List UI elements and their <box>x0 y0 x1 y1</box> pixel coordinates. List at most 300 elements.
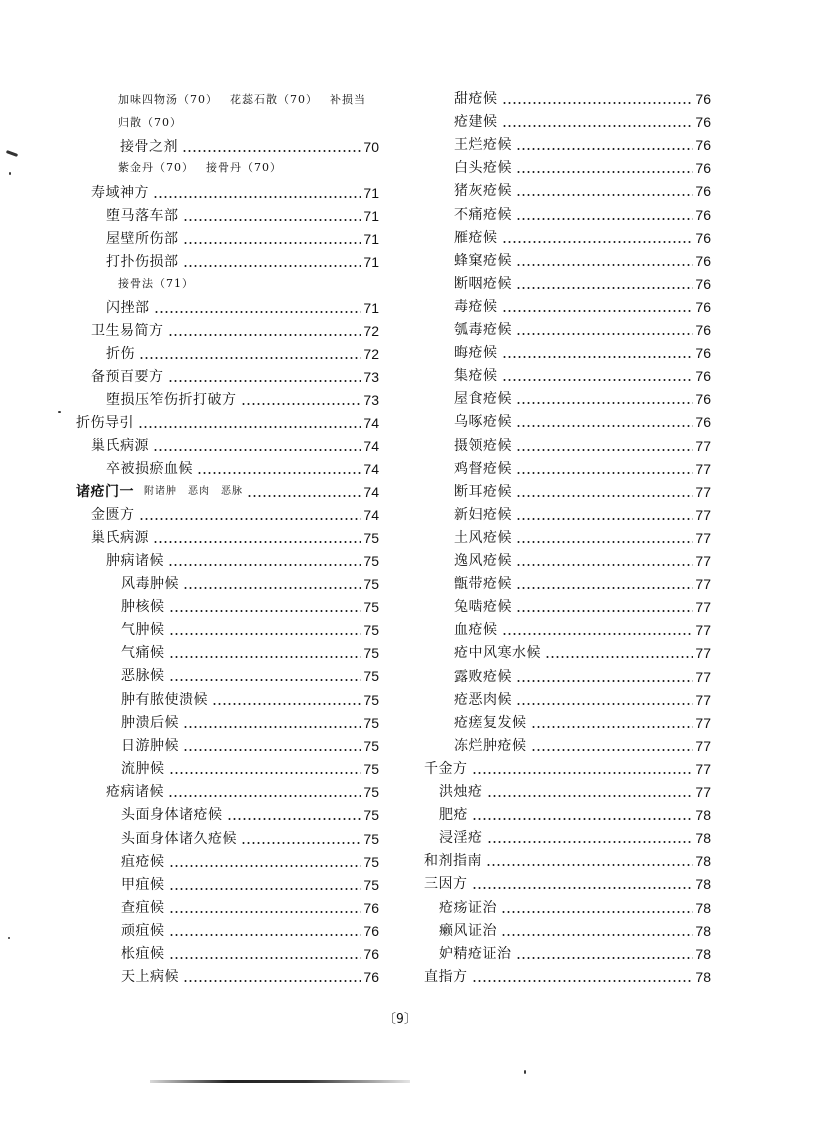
toc-entry-page: 77 <box>695 784 711 800</box>
scan-speck <box>524 1070 526 1074</box>
dot-leader <box>516 703 693 705</box>
dot-leader <box>472 887 694 889</box>
toc-entry-title: 不痛疮候 <box>454 207 512 223</box>
toc-entry-page: 75 <box>363 599 379 615</box>
scan-artifact-line <box>150 1080 410 1083</box>
dot-leader <box>531 749 694 751</box>
toc-entry-page: 77 <box>695 438 711 454</box>
toc-entry-title: 断咽疮候 <box>454 276 512 292</box>
dot-leader <box>183 265 362 267</box>
dot-leader <box>516 449 693 451</box>
dot-leader <box>516 587 693 589</box>
toc-entry[interactable] <box>106 252 379 272</box>
dot-leader <box>516 564 693 566</box>
toc-entry-title: 白头疮候 <box>454 160 512 176</box>
toc-entry-page: 75 <box>363 761 379 777</box>
toc-entry-page: 77 <box>695 507 711 523</box>
toc-entry-title: 堕损压笮伤折打破方 <box>106 392 237 408</box>
toc-entry-page: 75 <box>363 807 379 823</box>
toc-entry[interactable] <box>454 643 711 663</box>
dot-leader <box>169 772 362 774</box>
dot-leader <box>516 957 694 959</box>
toc-entry[interactable] <box>121 690 379 710</box>
dot-leader <box>154 311 362 313</box>
toc-entry[interactable] <box>454 389 711 409</box>
dot-leader <box>516 287 693 289</box>
toc-entry-title: 癞风证治 <box>439 923 497 939</box>
toc-entry[interactable] <box>106 229 379 249</box>
toc-entry-page: 73 <box>363 369 379 385</box>
dot-leader <box>169 934 362 936</box>
toc-entry-title: 疮病诸候 <box>106 784 164 800</box>
toc-entry[interactable] <box>454 205 711 225</box>
toc-entry-page: 76 <box>695 207 711 223</box>
toc-entry[interactable] <box>454 482 711 502</box>
dot-leader <box>545 656 693 658</box>
dot-leader <box>516 264 693 266</box>
toc-entry-page: 71 <box>363 254 379 270</box>
toc-entry[interactable] <box>121 944 379 964</box>
dot-leader <box>501 934 693 936</box>
toc-entry-title: 疮瘥复发候 <box>454 715 527 731</box>
dot-leader <box>183 587 361 589</box>
dot-leader <box>502 379 694 381</box>
toc-entry-page: 77 <box>695 599 711 615</box>
dot-leader <box>502 633 694 635</box>
toc-entry-page: 71 <box>363 208 379 224</box>
toc-entry-page: 75 <box>363 576 379 592</box>
toc-entry-page: 72 <box>363 323 379 339</box>
toc-entry-page: 78 <box>695 923 711 939</box>
toc-entry-title: 妒精疮证治 <box>439 946 512 962</box>
toc-entry-title: 断耳疮候 <box>454 484 512 500</box>
toc-entry-title: 新妇疮候 <box>454 507 512 523</box>
toc-entry[interactable] <box>106 782 379 802</box>
toc-entry[interactable] <box>121 713 379 733</box>
toc-entry-page: 76 <box>695 114 711 130</box>
toc-entry[interactable] <box>454 366 711 386</box>
dot-leader <box>169 865 362 867</box>
toc-entry[interactable] <box>106 551 379 571</box>
toc-entry[interactable] <box>454 690 711 710</box>
toc-entry-title: 三因方 <box>424 876 468 892</box>
dot-leader <box>502 125 694 127</box>
toc-entry-page: 73 <box>363 392 379 408</box>
dot-leader <box>227 818 362 820</box>
toc-entry-page: 76 <box>695 414 711 430</box>
toc-entry[interactable] <box>454 274 711 294</box>
toc-note-item: 接骨法（71） <box>118 277 194 290</box>
toc-entry-title: 肿有脓使溃候 <box>121 692 208 708</box>
toc-entry-title: 冻烂肿疮候 <box>454 738 527 754</box>
toc-entry-page: 72 <box>363 346 379 362</box>
toc-entry-title: 疮恶肉候 <box>454 692 512 708</box>
toc-entry[interactable] <box>121 875 379 895</box>
toc-entry-page: 74 <box>363 461 379 477</box>
dot-leader <box>139 518 362 520</box>
toc-entry-page: 75 <box>363 715 379 731</box>
dot-leader <box>169 679 362 681</box>
dot-leader <box>487 841 694 843</box>
toc-entry-title: 肥疮 <box>439 807 468 823</box>
dot-leader <box>516 194 693 196</box>
dot-leader <box>183 242 362 244</box>
toc-entry[interactable] <box>121 829 379 849</box>
toc-entry[interactable] <box>454 112 711 132</box>
toc-entry-page: 76 <box>695 345 711 361</box>
toc-entry[interactable] <box>106 459 379 479</box>
dot-leader <box>516 518 693 520</box>
toc-entry[interactable] <box>121 852 379 872</box>
toc-entry[interactable] <box>121 898 379 918</box>
toc-entry-title: 肿核候 <box>121 599 165 615</box>
toc-entry-title: 千金方 <box>424 761 468 777</box>
toc-entry[interactable] <box>106 390 379 410</box>
toc-entry[interactable] <box>121 574 379 594</box>
dot-leader <box>516 171 693 173</box>
dot-leader <box>516 148 693 150</box>
toc-entry-title: 猪灰疮候 <box>454 183 512 199</box>
toc-entry-page: 71 <box>363 231 379 247</box>
toc-entry[interactable] <box>454 597 711 617</box>
toc-entry[interactable] <box>454 551 711 571</box>
toc-note-item: 补损当 <box>330 93 366 106</box>
toc-entry-title: 毒疮候 <box>454 299 498 315</box>
toc-entry-page: 76 <box>695 183 711 199</box>
toc-entry-page: 77 <box>695 530 711 546</box>
toc-entry[interactable] <box>91 528 379 548</box>
toc-entry-title: 蜂窠疮候 <box>454 253 512 269</box>
toc-entry-page: 76 <box>695 322 711 338</box>
dot-leader <box>241 842 361 844</box>
toc-entry-title: 风毒肿候 <box>121 576 179 592</box>
toc-entry-page: 78 <box>695 807 711 823</box>
toc-entry-page: 77 <box>695 645 711 661</box>
toc-entry-title: 屋食疮候 <box>454 391 512 407</box>
toc-entry-page: 74 <box>363 484 379 500</box>
toc-entry-title: 瓠毒疮候 <box>454 322 512 338</box>
toc-entry-page: 71 <box>363 300 379 316</box>
toc-entry-title: 疮中风寒水候 <box>454 645 541 661</box>
toc-entry[interactable] <box>454 181 711 201</box>
toc-entry-title: 诸疮门一 <box>76 484 134 500</box>
toc-note-line <box>118 158 294 178</box>
dot-leader <box>183 726 361 728</box>
toc-entry-page: 77 <box>695 461 711 477</box>
toc-entry[interactable] <box>454 228 711 248</box>
toc-note-line <box>118 113 194 133</box>
dot-leader <box>183 219 362 221</box>
dot-leader <box>247 495 361 497</box>
dot-leader <box>169 633 362 635</box>
toc-entry-title: 备预百要方 <box>91 369 164 385</box>
scan-speck <box>58 411 61 413</box>
toc-entry-page: 75 <box>363 622 379 638</box>
toc-entry-page: 75 <box>363 692 379 708</box>
toc-entry-title: 雁疮候 <box>454 230 498 246</box>
toc-entry[interactable] <box>454 320 711 340</box>
toc-entry[interactable] <box>439 805 711 825</box>
toc-entry-title: 屋壁所伤部 <box>106 231 179 247</box>
dot-leader <box>138 426 361 428</box>
toc-entry-page: 76 <box>363 923 379 939</box>
dot-leader <box>472 980 694 982</box>
dot-leader <box>516 495 693 497</box>
dot-leader <box>502 356 694 358</box>
toc-note-item: 加味四物汤（70） <box>118 93 218 106</box>
toc-entry[interactable] <box>424 874 711 894</box>
toc-entry-title: 露败疮候 <box>454 669 512 685</box>
dot-leader <box>168 380 362 382</box>
toc-entry-title: 卫生易简方 <box>91 323 164 339</box>
toc-entry-page: 77 <box>695 738 711 754</box>
toc-entry-page: 74 <box>363 438 379 454</box>
toc-entry-title: 和剂指南 <box>424 853 482 869</box>
toc-entry[interactable] <box>91 321 379 341</box>
toc-entry[interactable] <box>121 643 379 663</box>
toc-entry[interactable] <box>439 828 711 848</box>
toc-entry-title: 头面身体诸久疮候 <box>121 831 237 847</box>
toc-entry-title: 折伤导引 <box>76 415 134 431</box>
toc-entry-page: 76 <box>695 391 711 407</box>
toc-entry-page: 77 <box>695 576 711 592</box>
dot-leader <box>168 334 362 336</box>
toc-entry-title: 接骨之剂 <box>120 139 178 155</box>
toc-entry-title: 鸡督疮候 <box>454 461 512 477</box>
toc-entry-title: 巢氏病源 <box>91 438 149 454</box>
toc-entry-title: 气肿候 <box>121 622 165 638</box>
toc-entry[interactable] <box>106 344 379 364</box>
toc-entry[interactable] <box>454 297 711 317</box>
toc-entry-page: 76 <box>695 137 711 153</box>
toc-entry[interactable] <box>91 436 379 456</box>
toc-entry-page: 77 <box>695 761 711 777</box>
toc-entry-title: 兔啮疮候 <box>454 599 512 615</box>
dot-leader <box>472 818 693 820</box>
dot-leader <box>168 564 361 566</box>
toc-entry[interactable] <box>454 158 711 178</box>
toc-entry[interactable] <box>106 298 379 318</box>
toc-entry[interactable] <box>121 666 379 686</box>
toc-entry-page: 78 <box>695 876 711 892</box>
dot-leader <box>502 241 694 243</box>
toc-entry-page: 77 <box>695 692 711 708</box>
dot-leader <box>153 449 361 451</box>
toc-entry-title: 打扑伤损部 <box>106 254 179 270</box>
toc-entry-page: 75 <box>363 784 379 800</box>
toc-entry-page: 78 <box>695 900 711 916</box>
toc-entry-page: 77 <box>695 553 711 569</box>
dot-leader <box>169 656 362 658</box>
toc-entry-title: 肿病诸候 <box>106 553 164 569</box>
toc-entry-title: 顽疽候 <box>121 923 165 939</box>
toc-entry-page: 75 <box>363 877 379 893</box>
toc-entry-title: 晦疮候 <box>454 345 498 361</box>
toc-entry-title: 折伤 <box>106 346 135 362</box>
toc-entry[interactable] <box>454 436 711 456</box>
toc-entry-page: 75 <box>363 668 379 684</box>
toc-entry-page: 75 <box>363 645 379 661</box>
toc-entry[interactable] <box>424 851 711 871</box>
toc-entry-title: 乌啄疮候 <box>454 414 512 430</box>
dot-leader <box>168 795 361 797</box>
toc-entry-page: 77 <box>695 715 711 731</box>
toc-entry[interactable] <box>91 183 379 203</box>
toc-entry-page: 76 <box>363 900 379 916</box>
toc-entry-page: 76 <box>363 946 379 962</box>
toc-entry[interactable] <box>454 713 711 733</box>
toc-entry[interactable] <box>121 805 379 825</box>
toc-entry-page: 75 <box>363 530 379 546</box>
scan-speck <box>8 937 10 939</box>
toc-entry-page: 76 <box>695 160 711 176</box>
toc-entry[interactable] <box>439 944 711 964</box>
scan-speck <box>9 172 11 175</box>
toc-entry-page: 74 <box>363 415 379 431</box>
toc-note-item: 归散（70） <box>118 116 182 129</box>
toc-entry-page: 70 <box>363 139 379 155</box>
dot-leader <box>516 680 693 682</box>
toc-entry-title: 金匮方 <box>91 507 135 523</box>
toc-entry-page: 77 <box>695 622 711 638</box>
dot-leader <box>139 357 361 359</box>
toc-entry[interactable] <box>454 574 711 594</box>
toc-entry[interactable] <box>121 759 379 779</box>
toc-entry-title: 王烂疮候 <box>454 137 512 153</box>
toc-entry-page: 75 <box>363 854 379 870</box>
toc-entry[interactable] <box>121 620 379 640</box>
toc-entry-page: 76 <box>695 368 711 384</box>
toc-entry[interactable] <box>439 782 711 802</box>
dot-leader <box>502 310 694 312</box>
dot-leader <box>516 541 693 543</box>
dot-leader <box>516 472 693 474</box>
toc-entry-page: 78 <box>695 830 711 846</box>
toc-note-item: 紫金丹（70） <box>118 161 194 174</box>
toc-entry[interactable] <box>454 736 711 756</box>
toc-entry-page: 71 <box>363 185 379 201</box>
toc-entry[interactable] <box>454 667 711 687</box>
dot-leader <box>486 864 693 866</box>
toc-entry-title: 集疮候 <box>454 368 498 384</box>
toc-entry-title: 流肿候 <box>121 761 165 777</box>
toc-entry-page: 78 <box>695 853 711 869</box>
toc-entry-page: 76 <box>695 91 711 107</box>
toc-entry-title: 卒被损瘀血候 <box>106 461 193 477</box>
toc-entry[interactable] <box>454 528 711 548</box>
toc-entry-page: 77 <box>695 484 711 500</box>
toc-entry[interactable] <box>454 412 711 432</box>
dot-leader <box>169 888 362 890</box>
dot-leader <box>197 472 361 474</box>
toc-entry[interactable] <box>121 921 379 941</box>
toc-entry-title: 逸风疮候 <box>454 553 512 569</box>
toc-entry-title: 疽疮候 <box>121 854 165 870</box>
toc-entry[interactable] <box>454 343 711 363</box>
toc-entry-title: 头面身体诸疮候 <box>121 807 223 823</box>
toc-entry-title: 恶脉候 <box>121 668 165 684</box>
toc-entry[interactable] <box>454 459 711 479</box>
toc-entry[interactable] <box>121 736 379 756</box>
dot-leader <box>487 795 694 797</box>
dot-leader <box>502 102 694 104</box>
toc-entry[interactable] <box>454 505 711 525</box>
toc-entry-title: 摄领疮候 <box>454 438 512 454</box>
toc-entry-title: 气痛候 <box>121 645 165 661</box>
toc-entry-title: 疮建候 <box>454 114 498 130</box>
toc-note-item: 接骨丹（70） <box>206 161 282 174</box>
dot-leader <box>169 957 362 959</box>
toc-entry-page: 75 <box>363 831 379 847</box>
toc-note-line <box>118 274 206 294</box>
toc-entry[interactable] <box>76 482 379 502</box>
toc-entry-subtitle: 附诸肿 恶肉 恶脉 <box>144 486 243 497</box>
dot-leader <box>169 610 362 612</box>
toc-entry-page: 75 <box>363 553 379 569</box>
toc-entry-page: 76 <box>695 253 711 269</box>
toc-entry-title: 寿域神方 <box>91 185 149 201</box>
toc-entry-title: 堕马落车部 <box>106 208 179 224</box>
dot-leader <box>153 541 361 543</box>
toc-entry-title: 闪挫部 <box>106 300 150 316</box>
toc-entry[interactable] <box>121 597 379 617</box>
toc-entry-page: 76 <box>363 969 379 985</box>
dot-leader <box>169 911 362 913</box>
toc-entry[interactable] <box>439 921 711 941</box>
toc-entry-page: 76 <box>695 299 711 315</box>
dot-leader <box>472 772 694 774</box>
toc-entry-title: 血疮候 <box>454 622 498 638</box>
toc-entry-title: 土风疮候 <box>454 530 512 546</box>
toc-entry[interactable] <box>454 251 711 271</box>
toc-entry[interactable] <box>91 505 379 525</box>
dot-leader <box>516 218 693 220</box>
dot-leader <box>516 402 693 404</box>
toc-entry-title: 疮疡证治 <box>439 900 497 916</box>
toc-entry-title: 日游肿候 <box>121 738 179 754</box>
toc-entry[interactable] <box>120 137 379 157</box>
dot-leader <box>501 911 693 913</box>
toc-entry[interactable] <box>439 898 711 918</box>
dot-leader <box>183 980 361 982</box>
toc-entry[interactable] <box>454 620 711 640</box>
toc-note-line <box>118 90 378 110</box>
toc-entry-title: 枨疽候 <box>121 946 165 962</box>
toc-entry-page: 78 <box>695 946 711 962</box>
dot-leader <box>516 333 693 335</box>
toc-entry[interactable] <box>121 967 379 987</box>
toc-entry[interactable] <box>91 367 379 387</box>
toc-entry-title: 洪烛疮 <box>439 784 483 800</box>
toc-entry-page: 75 <box>363 738 379 754</box>
toc-entry[interactable] <box>454 135 711 155</box>
toc-entry-title: 甑带疮候 <box>454 576 512 592</box>
toc-entry[interactable] <box>106 206 379 226</box>
toc-entry-page: 78 <box>695 969 711 985</box>
toc-entry[interactable] <box>424 967 711 987</box>
toc-entry[interactable] <box>424 759 711 779</box>
toc-entry[interactable] <box>454 89 711 109</box>
toc-entry-page: 76 <box>695 276 711 292</box>
toc-entry-title: 天上病候 <box>121 969 179 985</box>
dot-leader <box>212 703 361 705</box>
scan-speck <box>6 150 18 157</box>
toc-entry-page: 77 <box>695 669 711 685</box>
toc-entry[interactable] <box>76 413 379 433</box>
toc-entry-title: 直指方 <box>424 969 468 985</box>
toc-note-item: 花蕊石散（70） <box>230 93 318 106</box>
toc-entry-title: 查疽候 <box>121 900 165 916</box>
